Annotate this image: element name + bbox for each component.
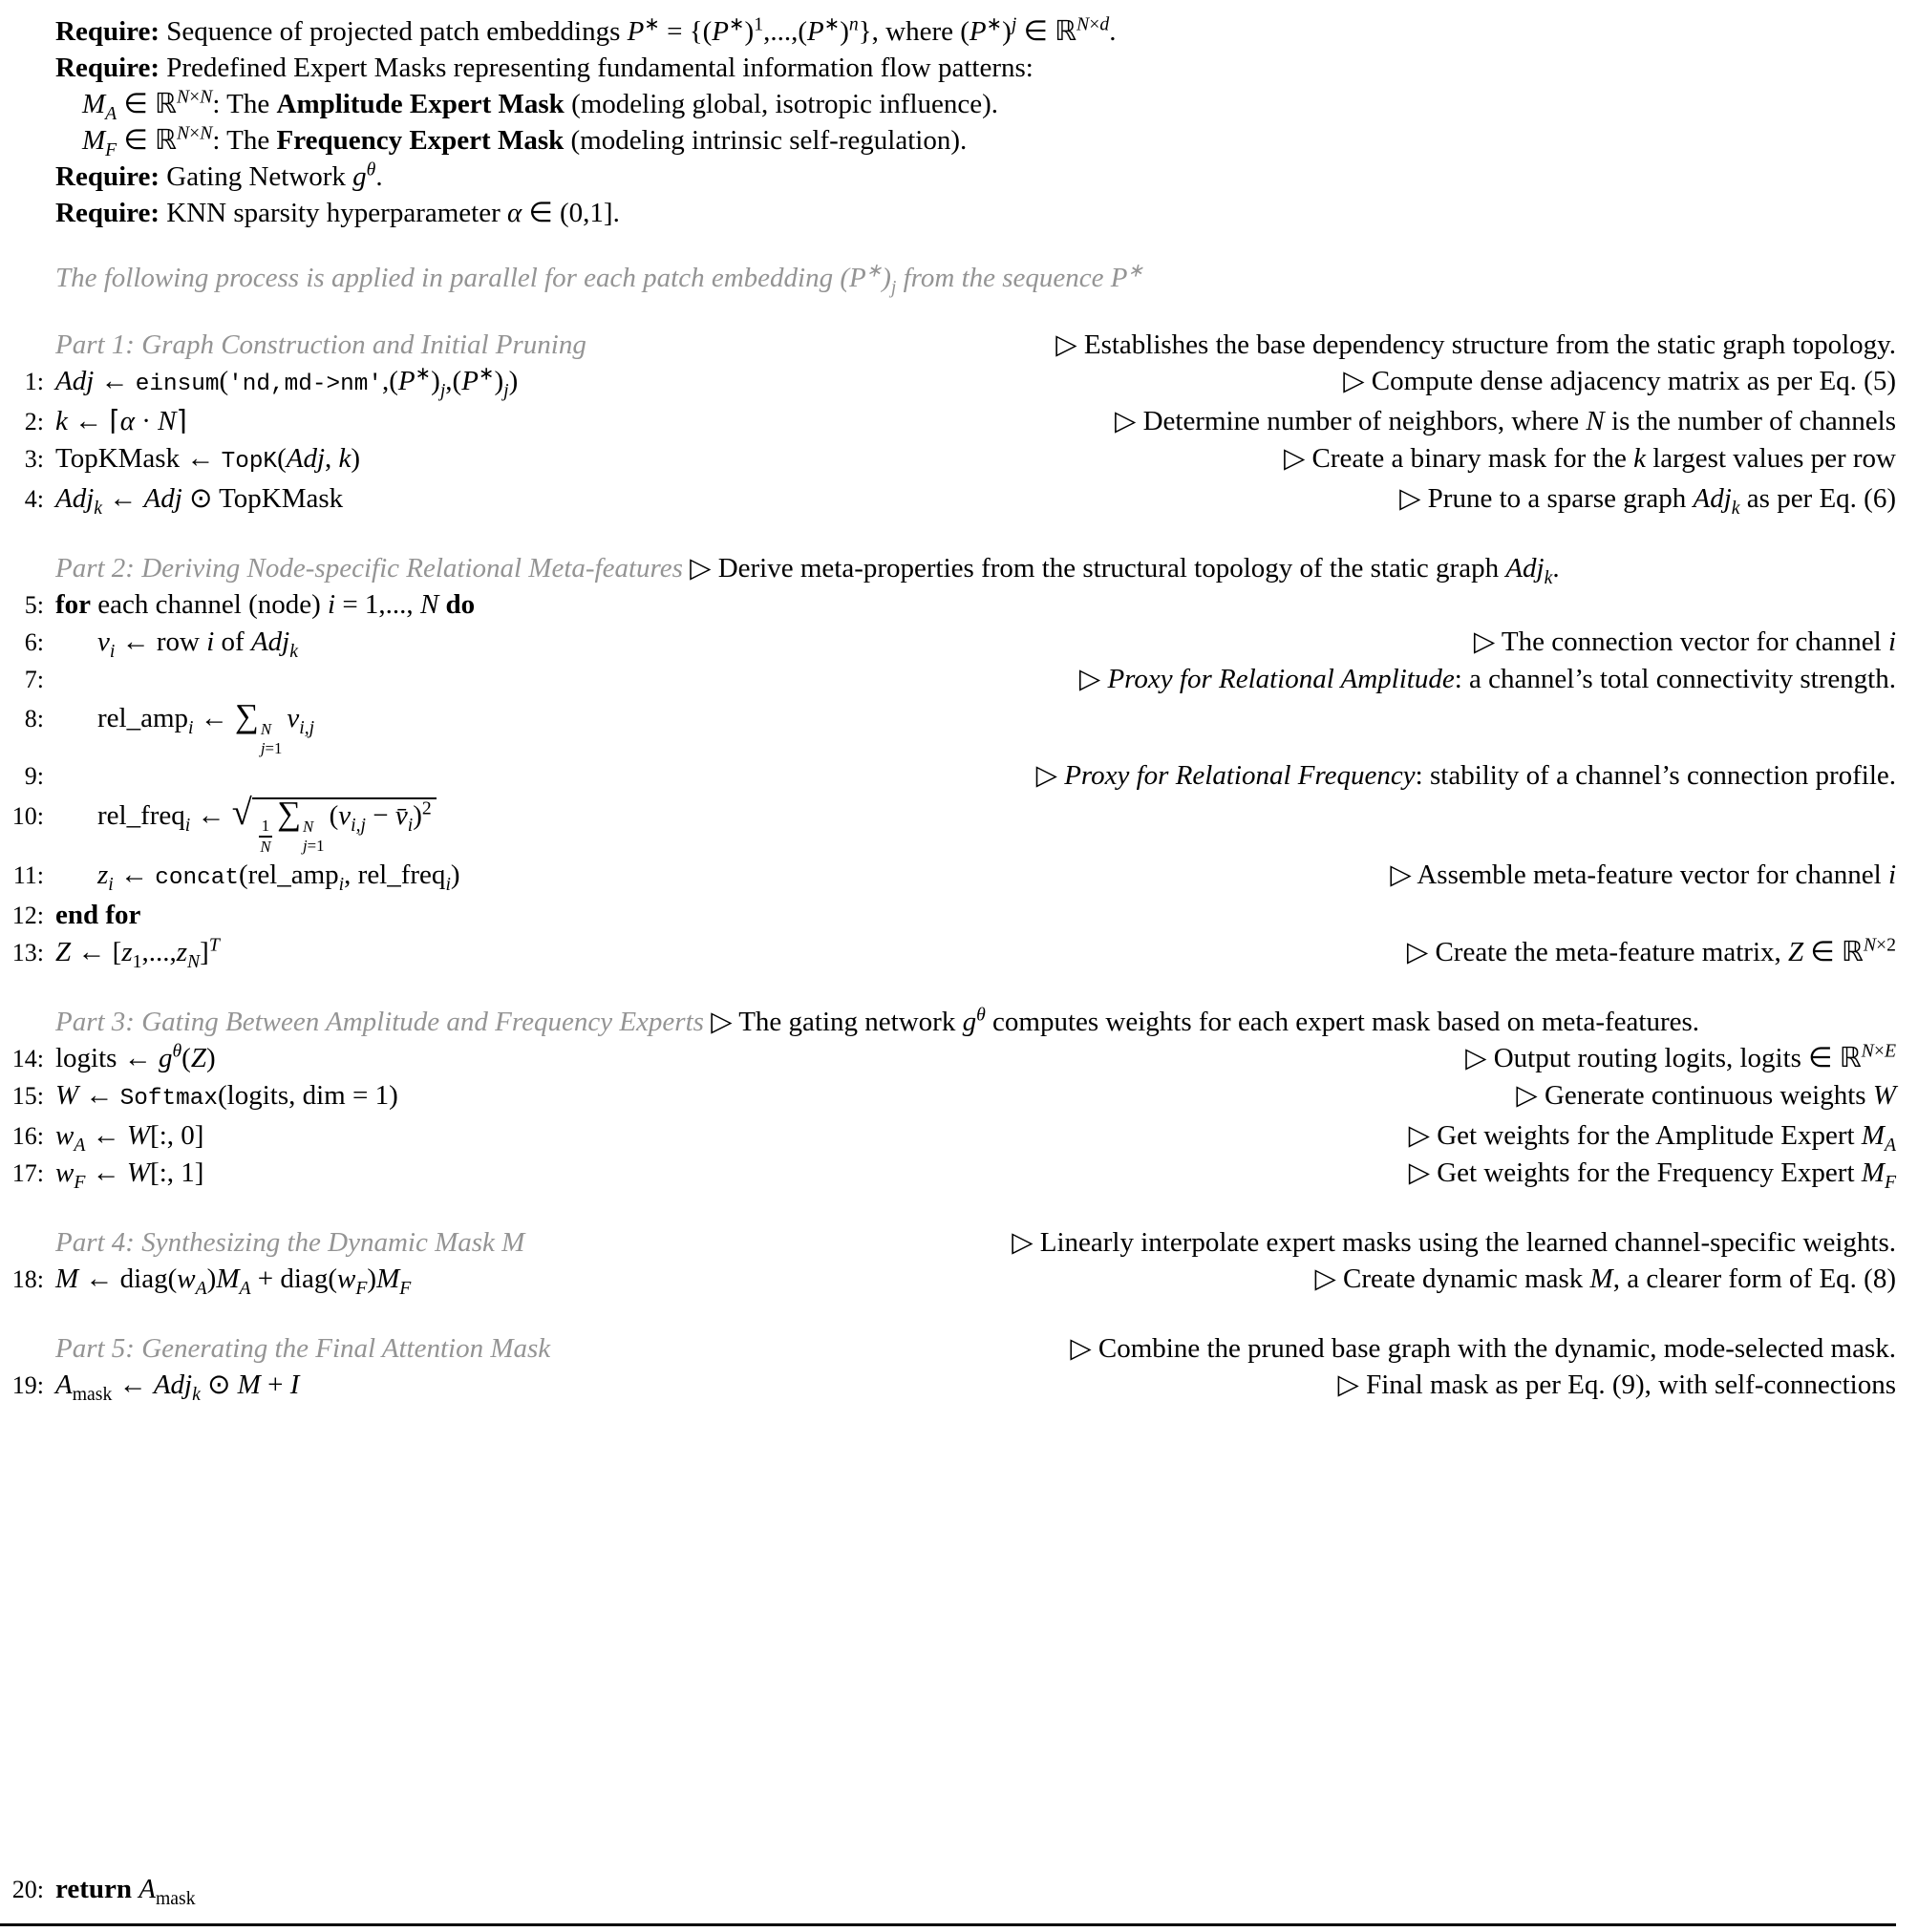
line-number: 7: [24, 666, 44, 693]
line-comment: ▷ Final mask as per Eq. (9), with self-connections [1337, 1369, 1896, 1401]
line-number: 13: [11, 939, 44, 967]
section-gap [0, 1192, 1896, 1224]
part-title: Part 1: Graph Construction and Initial Pruning [55, 329, 586, 360]
part-title: Part 3: Gating Between Amplitude and Frequency Experts [55, 1007, 704, 1038]
line-comment: ▷ Create the meta-feature matrix, Z ∈ ℝ$^{N\times 2}$ [1406, 934, 1896, 968]
part-comment: ▷ The gating network $g^\theta$ computes weights for each expert mask based on meta-features. [711, 1004, 1700, 1038]
line-comment: ▷ Assemble meta-feature vector for channel i [1390, 860, 1896, 891]
section-gap [0, 1404, 1896, 1871]
line-number: 5: [24, 591, 44, 619]
line-code: W ← Softmax(logits, dim = 1) [55, 1080, 398, 1113]
section-gap [0, 518, 1896, 550]
algorithm-step-1 [0, 363, 1896, 403]
algorithm-step-18 [0, 1261, 1896, 1298]
section-gap [0, 971, 1896, 1004]
part-header [55, 1004, 1896, 1040]
require-line [0, 50, 1896, 86]
require-line [0, 159, 1896, 195]
line-code: Require: Predefined Expert Masks representing fundamental information flow patterns: [55, 53, 1034, 83]
line-code: TopKMask ← TopK(Adj, k) [55, 443, 361, 475]
algorithm-step-13 [0, 934, 1896, 971]
line-number: 8: [24, 705, 44, 732]
line-number: 2: [24, 408, 44, 435]
line-number: 3: [24, 445, 44, 473]
algorithm-step-8 [0, 698, 1896, 757]
algorithm-step-4 [0, 480, 1896, 518]
line-code: Require: Gating Network $g^\theta$. [55, 159, 383, 192]
algorithm-step-3 [0, 440, 1896, 480]
parallel-process-note: The following process is applied in parallel for each patch embedding $(P^∗)_j$ from the sequence P∗ [55, 260, 1144, 298]
algorithm-body [0, 13, 1896, 1908]
algorithm-step-12 [0, 897, 1896, 934]
algorithm-step-2 [0, 403, 1896, 440]
require-line [0, 13, 1896, 50]
line-number: 17: [11, 1159, 44, 1188]
line-comment: ▷ Proxy for Relational Amplitude: a channel’s total connectivity strength. [1078, 664, 1896, 694]
line-code: logits ← $g^\theta(Z)$ [55, 1040, 216, 1074]
line-comment: ▷ Prune to a sparse graph Adj$_k$ as per Eq. (6) [1399, 483, 1896, 519]
require-line [0, 86, 1896, 122]
section-gap [0, 296, 1896, 327]
line-comment: ▷ Create a binary mask for the k largest values per row [1283, 443, 1896, 474]
line-code: rel_amp$_i$ ← ∑ N j=1 $v_{i,j}$ [97, 697, 315, 757]
part-header [55, 327, 1896, 363]
line-comment: ▷ Generate continuous weights W [1516, 1080, 1896, 1112]
line-code: return $A_{mask}$ [55, 1874, 196, 1909]
part-comment: ▷ Combine the pruned base graph with the dynamic, mode-selected mask. [1070, 1333, 1896, 1365]
line-code: $w_F$ ← W[:, 1] [55, 1157, 204, 1193]
part-title: Part 2: Deriving Node-specific Relational Meta-features [55, 553, 683, 584]
line-number: 19: [11, 1371, 44, 1400]
line-code: end for [55, 900, 141, 931]
bottom-rule [0, 1923, 1896, 1926]
algorithm-step-19 [0, 1367, 1896, 1404]
line-code: M ← $diag(w_A)M_A$ + $diag(w_F)M_F$ [55, 1263, 412, 1299]
line-number: 18: [11, 1265, 44, 1294]
line-number: 9: [24, 762, 44, 791]
part-title: Part 4: Synthesizing the Dynamic Mask M [55, 1227, 525, 1259]
line-number: 15: [11, 1082, 44, 1111]
algorithm-step-15 [0, 1077, 1896, 1117]
part-header [55, 1224, 1896, 1261]
line-code: $M_A$ ∈ ℝ$^{N\times N}$: The Amplitude Expert Mask (modeling global, isotropic influence). [82, 86, 999, 124]
line-code: $A_{mask}$ ← Adj$_k$ ⊙ M + I [55, 1369, 300, 1405]
line-code: rel_freq$_i$ ← √ $\frac{1}{N}$ ∑ N j=1 ($v_{i,j}$ − $v̄_i)^2$ [44, 795, 437, 857]
line-number: 12: [11, 902, 44, 930]
line-code: $z_i$ ← concat(rel_amp$_i$, rel_freq$_i$) [97, 860, 460, 895]
part-comment: ▷ Derive meta-properties from the structural topology of the static graph Adj$_k$. [690, 553, 1560, 588]
line-comment: ▷ Output routing logits, logits ∈ ℝ$^{N\times E}$ [1465, 1040, 1896, 1074]
algorithm-step-17 [0, 1155, 1896, 1192]
line-code: Adj$_k$ ← Adj ⊙ TopKMask [55, 483, 344, 519]
part-header [55, 1330, 1896, 1367]
require-line [0, 195, 1896, 231]
algorithm-step-7 [0, 661, 1896, 698]
line-comment: ▷ Get weights for the Frequency Expert $M_F$ [1408, 1157, 1896, 1193]
algorithm-step-16 [0, 1117, 1896, 1155]
line-number: 6: [24, 628, 44, 656]
algorithm-step-11 [0, 857, 1896, 897]
line-code: Require: Sequence of projected patch embeddings $P^∗ = \{(P^∗)^1,...,(P^∗)^n\}$, where $(P^∗)^j$ ∈ ℝ$^{N\times d}$. [55, 13, 1117, 47]
line-comment: ▷ Create dynamic mask M, a clearer form of Eq. (8) [1314, 1263, 1896, 1295]
line-code: for each channel (node) i = 1,..., N do [55, 589, 476, 620]
algorithm-step-5 [0, 586, 1896, 624]
section-gap [0, 1298, 1896, 1330]
line-number: 14: [11, 1045, 44, 1073]
part-header [55, 550, 1896, 586]
line-number: 20: [11, 1876, 44, 1903]
line-code: $w_A$ ← W[:, 0] [55, 1120, 204, 1156]
line-number: 1: [24, 368, 44, 395]
line-number: 4: [24, 485, 44, 513]
part-comment: ▷ Establishes the base dependency structure from the static graph topology. [1055, 329, 1896, 360]
algorithm-step-10 [0, 795, 1896, 857]
algorithm-step-9 [0, 757, 1896, 795]
line-number: 11: [12, 861, 44, 890]
line-comment: ▷ Get weights for the Amplitude Expert $M_A$ [1408, 1120, 1896, 1156]
algorithm-step-6 [0, 624, 1896, 661]
line-code: $M_F$ ∈ ℝ$^{N\times N}$: The Frequency Expert Mask (modeling intrinsic self-regulation). [82, 122, 968, 160]
algorithm-step-20 [0, 1871, 1896, 1908]
line-comment: ▷ The connection vector for channel i [1473, 626, 1896, 657]
line-code: $v_i$ ← row i of Adj$_k$ [97, 626, 298, 662]
section-gap [0, 231, 1896, 260]
line-number: 16: [11, 1122, 44, 1151]
require-line [0, 122, 1896, 159]
line-comment: ▷ Determine number of neighbors, where N is the number of channels [1115, 406, 1896, 436]
algorithm-step-14 [0, 1040, 1896, 1077]
line-comment: ▷ Proxy for Relational Frequency: stability of a channel’s connection profile. [1035, 760, 1896, 792]
line-code: k ← ⌈α · N⌉ [55, 406, 187, 436]
line-code: Adj ← $einsum('nd,md->nm',(P^∗)_j,(P^∗)_j)$ [55, 363, 519, 401]
line-code: Z ← $[z_1,...,z_N]^T$ [55, 934, 220, 972]
line-code: Require: KNN sparsity hyperparameter α ∈ (0,1]. [55, 198, 620, 228]
part-title: Part 5: Generating the Final Attention Mask [55, 1333, 551, 1365]
part-comment: ▷ Linearly interpolate expert masks using the learned channel-specific weights. [1012, 1227, 1896, 1259]
line-number: 10: [11, 802, 44, 831]
line-comment: ▷ Compute dense adjacency matrix as per Eq. (5) [1343, 366, 1896, 396]
